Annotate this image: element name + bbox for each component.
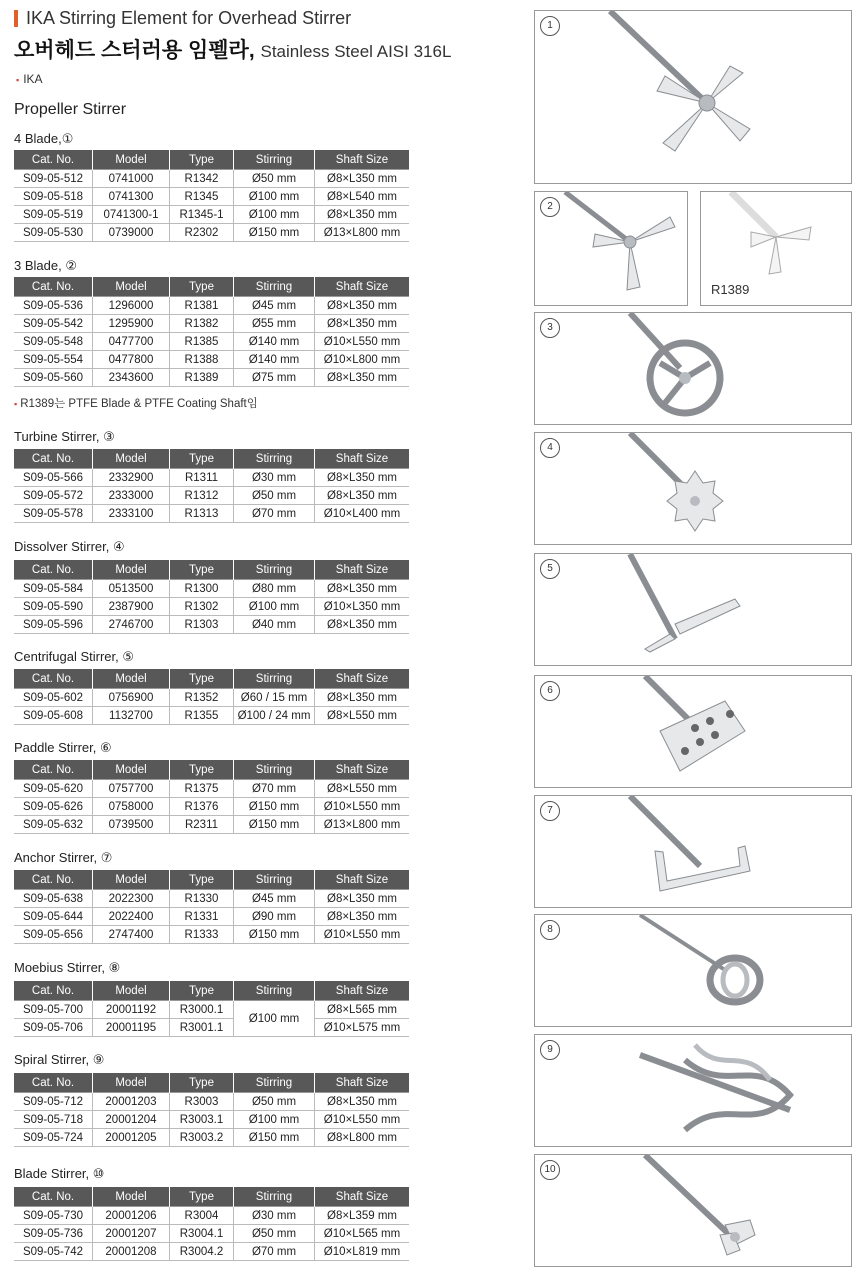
centrifugal-icon xyxy=(535,554,851,665)
photo-number-badge: 3 xyxy=(540,318,560,338)
column-header: Type xyxy=(170,150,234,170)
table-cell: S09-05-554 xyxy=(14,351,93,369)
column-header: Shaft Size xyxy=(315,277,410,297)
table-cell: R1389 xyxy=(170,369,234,387)
table-cell: Ø10×L550 mm xyxy=(315,798,410,816)
dissolver-icon xyxy=(535,433,851,544)
column-header: Model xyxy=(93,150,170,170)
table-cell: Ø100 mm xyxy=(234,1001,315,1037)
table-row xyxy=(14,469,409,487)
table-cell: S09-05-724 xyxy=(14,1129,93,1147)
page-title: IKA Stirring Element for Overhead Stirrer xyxy=(26,8,352,28)
moebius-icon xyxy=(535,915,851,1026)
table-cell: S09-05-519 xyxy=(14,206,93,224)
column-header: Type xyxy=(170,1073,234,1093)
table-row xyxy=(14,170,409,188)
table-cell: Ø10×L550 mm xyxy=(315,333,410,351)
table-cell: S09-05-742 xyxy=(14,1243,93,1261)
table-cell: 0513500 xyxy=(93,580,170,598)
table-cell: Ø100 mm xyxy=(234,1111,315,1129)
table-cell: R1388 xyxy=(170,351,234,369)
table-cell: Ø10×L800 mm xyxy=(315,351,410,369)
product-photo xyxy=(534,432,852,545)
table-cell: Ø8×L350 mm xyxy=(315,487,410,505)
table-cell: S09-05-718 xyxy=(14,1111,93,1129)
table-cell: S09-05-518 xyxy=(14,188,93,206)
table-cell: 0758000 xyxy=(93,798,170,816)
table-cell: Ø13×L800 mm xyxy=(315,224,410,242)
product-photo xyxy=(534,312,852,425)
table-cell: 20001206 xyxy=(93,1207,170,1225)
table-cell: 2746700 xyxy=(93,616,170,634)
table-cell: 20001195 xyxy=(93,1019,170,1037)
column-header: Shaft Size xyxy=(315,449,410,469)
table-cell: Ø10×L565 mm xyxy=(315,1225,410,1243)
table-cell: Ø8×L350 mm xyxy=(315,616,410,634)
table-cell: R3004 xyxy=(170,1207,234,1225)
anchor-icon xyxy=(535,796,851,907)
photo-number-badge: 8 xyxy=(540,920,560,940)
table-cell: Ø8×L359 mm xyxy=(315,1207,410,1225)
table-cell: Ø150 mm xyxy=(234,224,315,242)
column-header: Cat. No. xyxy=(14,449,93,469)
table-cell: 2387900 xyxy=(93,598,170,616)
spec-table xyxy=(14,1187,409,1261)
product-photo xyxy=(534,914,852,1027)
column-header: Stirring xyxy=(234,981,315,1001)
table-cell: Ø100 mm xyxy=(234,188,315,206)
table-cell: Ø80 mm xyxy=(234,580,315,598)
column-header: Model xyxy=(93,669,170,689)
column-header: Cat. No. xyxy=(14,277,93,297)
table-cell: 2332900 xyxy=(93,469,170,487)
column-header: Stirring xyxy=(234,150,315,170)
column-header: Stirring xyxy=(234,560,315,580)
table-row xyxy=(14,315,409,333)
column-header: Stirring xyxy=(234,449,315,469)
column-header: Shaft Size xyxy=(315,669,410,689)
table-cell: Ø70 mm xyxy=(234,780,315,798)
table-cell: 2333100 xyxy=(93,505,170,523)
spec-table xyxy=(14,150,409,242)
table-row xyxy=(14,1093,409,1111)
table-cell: S09-05-602 xyxy=(14,689,93,707)
column-header: Shaft Size xyxy=(315,981,410,1001)
table-row xyxy=(14,598,409,616)
table-row xyxy=(14,297,409,315)
korean-title: 오버헤드 스터러용 임펠라, xyxy=(14,39,255,62)
table-row xyxy=(14,1111,409,1129)
table-cell: S09-05-596 xyxy=(14,616,93,634)
table-cell: R3003 xyxy=(170,1093,234,1111)
column-header: Cat. No. xyxy=(14,760,93,780)
table-cell: R1381 xyxy=(170,297,234,315)
table-cell: 0739000 xyxy=(93,224,170,242)
table-cell: R2302 xyxy=(170,224,234,242)
table-cell: R3004.1 xyxy=(170,1225,234,1243)
table-row xyxy=(14,816,409,834)
table-cell: 1132700 xyxy=(93,707,170,725)
table-cell: 1295900 xyxy=(93,315,170,333)
column-header: Model xyxy=(93,760,170,780)
table-cell: Ø10×L819 mm xyxy=(315,1243,410,1261)
column-header: Type xyxy=(170,1187,234,1207)
table-cell: S09-05-656 xyxy=(14,926,93,944)
table-cell: Ø8×L350 mm xyxy=(315,369,410,387)
table-cell: 2343600 xyxy=(93,369,170,387)
table-row xyxy=(14,890,409,908)
column-header: Type xyxy=(170,669,234,689)
table-cell: Ø75 mm xyxy=(234,369,315,387)
table-cell: 2022300 xyxy=(93,890,170,908)
table-cell: 2022400 xyxy=(93,908,170,926)
photo-number-badge: 5 xyxy=(540,559,560,579)
product-photo xyxy=(534,795,852,908)
table-cell: Ø10×L400 mm xyxy=(315,505,410,523)
column-header: Type xyxy=(170,449,234,469)
table-cell: Ø50 mm xyxy=(234,487,315,505)
note-text: R1389는 PTFE Blade & PTFE Coating Shaft임 xyxy=(20,398,258,410)
table-row xyxy=(14,369,409,387)
column-header: Cat. No. xyxy=(14,669,93,689)
table-cell: Ø8×L350 mm xyxy=(315,297,410,315)
header-accent-bar xyxy=(14,10,18,27)
table-cell: 0757700 xyxy=(93,780,170,798)
table-cell: Ø90 mm xyxy=(234,908,315,926)
table-row xyxy=(14,333,409,351)
table-cell: S09-05-632 xyxy=(14,816,93,834)
spec-table xyxy=(14,560,409,634)
table-row xyxy=(14,487,409,505)
table-cell: S09-05-700 xyxy=(14,1001,93,1019)
photo-number-badge: 9 xyxy=(540,1040,560,1060)
table-cell: S09-05-706 xyxy=(14,1019,93,1037)
column-header: Stirring xyxy=(234,1187,315,1207)
column-header: Type xyxy=(170,277,234,297)
column-header: Model xyxy=(93,1187,170,1207)
table-cell: Ø8×L565 mm xyxy=(315,1001,410,1019)
column-header: Shaft Size xyxy=(315,150,410,170)
table-row xyxy=(14,351,409,369)
table-cell: R1345 xyxy=(170,188,234,206)
propeller-4-icon xyxy=(535,11,851,183)
table-cell: 0739500 xyxy=(93,816,170,834)
column-header: Cat. No. xyxy=(14,150,93,170)
table-cell: Ø140 mm xyxy=(234,351,315,369)
table-cell: Ø8×L350 mm xyxy=(315,580,410,598)
table-cell: S09-05-638 xyxy=(14,890,93,908)
column-header: Model xyxy=(93,870,170,890)
table-cell: Ø8×L350 mm xyxy=(315,170,410,188)
table-cell: 0756900 xyxy=(93,689,170,707)
table-row xyxy=(14,1207,409,1225)
table-title: 3 Blade, ② xyxy=(14,258,77,273)
column-header: Shaft Size xyxy=(315,1187,410,1207)
photo-label: R1389 xyxy=(711,282,750,297)
spec-table xyxy=(14,669,409,725)
photo-number-badge: 10 xyxy=(540,1160,560,1180)
column-header: Model xyxy=(93,449,170,469)
column-header: Shaft Size xyxy=(315,760,410,780)
table-row xyxy=(14,1243,409,1261)
column-header: Model xyxy=(93,560,170,580)
spec-table xyxy=(14,981,409,1037)
table-cell: R1312 xyxy=(170,487,234,505)
table-row xyxy=(14,1019,409,1037)
brand-line xyxy=(16,72,43,86)
table-cell: Ø100 / 24 mm xyxy=(234,707,315,725)
table-cell: R2311 xyxy=(170,816,234,834)
table-cell: R1311 xyxy=(170,469,234,487)
spec-table xyxy=(14,277,409,387)
paddle-icon xyxy=(535,676,851,787)
table-row xyxy=(14,926,409,944)
table-cell: S09-05-530 xyxy=(14,224,93,242)
product-photo xyxy=(534,675,852,788)
product-photo xyxy=(534,191,688,306)
table-cell: Ø150 mm xyxy=(234,816,315,834)
spec-table xyxy=(14,449,409,523)
table-row xyxy=(14,689,409,707)
table-cell: R1331 xyxy=(170,908,234,926)
product-photo xyxy=(534,1034,852,1147)
table-cell: S09-05-584 xyxy=(14,580,93,598)
table-cell: Ø10×L550 mm xyxy=(315,926,410,944)
table-row xyxy=(14,505,409,523)
table-cell: S09-05-566 xyxy=(14,469,93,487)
column-header: Shaft Size xyxy=(315,560,410,580)
table-title: Paddle Stirrer, ⑥ xyxy=(14,740,112,755)
table-cell: S09-05-730 xyxy=(14,1207,93,1225)
table-cell: R1345-1 xyxy=(170,206,234,224)
section-title: Propeller Stirrer xyxy=(14,101,127,118)
page-title-korean xyxy=(14,34,451,64)
table-cell: R1333 xyxy=(170,926,234,944)
table-cell: R1300 xyxy=(170,580,234,598)
table-row xyxy=(14,1225,409,1243)
table-title: Blade Stirrer, ⑩ xyxy=(14,1166,105,1181)
table-cell: Ø8×L350 mm xyxy=(315,469,410,487)
table-cell: 2747400 xyxy=(93,926,170,944)
table-cell: Ø30 mm xyxy=(234,469,315,487)
table-cell: S09-05-542 xyxy=(14,315,93,333)
table-cell: Ø13×L800 mm xyxy=(315,816,410,834)
table-cell: R3004.2 xyxy=(170,1243,234,1261)
material-subtitle: Stainless Steel AISI 316L xyxy=(260,42,452,61)
table-row xyxy=(14,188,409,206)
table-cell: Ø8×L350 mm xyxy=(315,1093,410,1111)
table-cell: R1330 xyxy=(170,890,234,908)
column-header: Type xyxy=(170,560,234,580)
table-cell: S09-05-644 xyxy=(14,908,93,926)
table-row xyxy=(14,580,409,598)
table-cell: S09-05-626 xyxy=(14,798,93,816)
table-cell: 20001192 xyxy=(93,1001,170,1019)
table-cell: Ø140 mm xyxy=(234,333,315,351)
brand-name: IKA xyxy=(23,72,43,86)
table-cell: Ø100 mm xyxy=(234,206,315,224)
spec-table xyxy=(14,1073,409,1147)
table-row xyxy=(14,1129,409,1147)
table-row xyxy=(14,616,409,634)
table-cell: R1375 xyxy=(170,780,234,798)
table-cell: S09-05-560 xyxy=(14,369,93,387)
bullet-icon: ▪ xyxy=(14,399,18,409)
table-row xyxy=(14,1001,409,1019)
table-cell: Ø50 mm xyxy=(234,170,315,188)
photo-number-badge: 4 xyxy=(540,438,560,458)
table-note xyxy=(14,395,258,411)
spec-table xyxy=(14,760,409,834)
table-title: Turbine Stirrer, ③ xyxy=(14,429,115,444)
table-cell: Ø70 mm xyxy=(234,505,315,523)
table-cell: Ø10×L350 mm xyxy=(315,598,410,616)
table-cell: Ø8×L350 mm xyxy=(315,206,410,224)
table-cell: Ø8×L350 mm xyxy=(315,315,410,333)
table-cell: 20001204 xyxy=(93,1111,170,1129)
table-cell: R1376 xyxy=(170,798,234,816)
table-cell: R1313 xyxy=(170,505,234,523)
table-cell: Ø40 mm xyxy=(234,616,315,634)
column-header: Type xyxy=(170,870,234,890)
turbine-icon xyxy=(535,313,851,424)
table-cell: Ø50 mm xyxy=(234,1225,315,1243)
table-cell: S09-05-620 xyxy=(14,780,93,798)
table-cell: 20001207 xyxy=(93,1225,170,1243)
column-header: Stirring xyxy=(234,870,315,890)
table-cell: 2333000 xyxy=(93,487,170,505)
table-row xyxy=(14,908,409,926)
table-cell: R3001.1 xyxy=(170,1019,234,1037)
table-cell: S09-05-578 xyxy=(14,505,93,523)
table-cell: S09-05-736 xyxy=(14,1225,93,1243)
table-cell: R3000.1 xyxy=(170,1001,234,1019)
spiral-icon xyxy=(535,1035,851,1146)
table-cell: 0477800 xyxy=(93,351,170,369)
table-cell: R1355 xyxy=(170,707,234,725)
column-header: Stirring xyxy=(234,669,315,689)
table-cell: 0741300 xyxy=(93,188,170,206)
table-cell: S09-05-536 xyxy=(14,297,93,315)
table-cell: 0741000 xyxy=(93,170,170,188)
table-title: 4 Blade,① xyxy=(14,131,74,146)
table-cell: R1303 xyxy=(170,616,234,634)
table-cell: S09-05-512 xyxy=(14,170,93,188)
table-row xyxy=(14,780,409,798)
table-title: Dissolver Stirrer, ④ xyxy=(14,539,125,554)
column-header: Cat. No. xyxy=(14,560,93,580)
table-cell: Ø100 mm xyxy=(234,598,315,616)
table-cell: Ø50 mm xyxy=(234,1093,315,1111)
product-photo xyxy=(534,10,852,184)
table-title: Moebius Stirrer, ⑧ xyxy=(14,960,121,975)
product-photo xyxy=(700,191,852,306)
spec-table xyxy=(14,870,409,944)
table-cell: Ø150 mm xyxy=(234,798,315,816)
table-cell: 0477700 xyxy=(93,333,170,351)
column-header: Stirring xyxy=(234,1073,315,1093)
table-cell: Ø8×L350 mm xyxy=(315,689,410,707)
table-cell: Ø60 / 15 mm xyxy=(234,689,315,707)
table-cell: S09-05-590 xyxy=(14,598,93,616)
table-row xyxy=(14,206,409,224)
column-header: Shaft Size xyxy=(315,1073,410,1093)
column-header: Type xyxy=(170,760,234,780)
table-cell: Ø8×L540 mm xyxy=(315,188,410,206)
table-row xyxy=(14,798,409,816)
table-cell: S09-05-712 xyxy=(14,1093,93,1111)
column-header: Shaft Size xyxy=(315,870,410,890)
table-row xyxy=(14,224,409,242)
table-cell: Ø150 mm xyxy=(234,926,315,944)
table-cell: 1296000 xyxy=(93,297,170,315)
table-cell: Ø45 mm xyxy=(234,890,315,908)
table-cell: Ø8×L350 mm xyxy=(315,890,410,908)
table-cell: S09-05-572 xyxy=(14,487,93,505)
table-cell: Ø70 mm xyxy=(234,1243,315,1261)
table-cell: R3003.1 xyxy=(170,1111,234,1129)
table-cell: Ø55 mm xyxy=(234,315,315,333)
photo-number-badge: 6 xyxy=(540,681,560,701)
table-cell: R1385 xyxy=(170,333,234,351)
table-row xyxy=(14,707,409,725)
table-cell: S09-05-608 xyxy=(14,707,93,725)
table-cell: Ø10×L550 mm xyxy=(315,1111,410,1129)
table-cell: Ø8×L550 mm xyxy=(315,707,410,725)
table-cell: Ø8×L350 mm xyxy=(315,908,410,926)
column-header: Stirring xyxy=(234,760,315,780)
table-cell: R1352 xyxy=(170,689,234,707)
table-cell: 20001203 xyxy=(93,1093,170,1111)
table-cell: Ø30 mm xyxy=(234,1207,315,1225)
column-header: Model xyxy=(93,1073,170,1093)
table-cell: Ø8×L550 mm xyxy=(315,780,410,798)
column-header: Cat. No. xyxy=(14,870,93,890)
table-cell: S09-05-548 xyxy=(14,333,93,351)
table-cell: R1382 xyxy=(170,315,234,333)
blade-icon xyxy=(535,1155,851,1266)
table-cell: 20001205 xyxy=(93,1129,170,1147)
table-cell: R1342 xyxy=(170,170,234,188)
column-header: Cat. No. xyxy=(14,1073,93,1093)
table-cell: R1302 xyxy=(170,598,234,616)
bullet-icon: ▪ xyxy=(16,75,20,85)
product-photo xyxy=(534,553,852,666)
table-title: Anchor Stirrer, ⑦ xyxy=(14,850,113,865)
table-cell: 0741300-1 xyxy=(93,206,170,224)
column-header: Stirring xyxy=(234,277,315,297)
column-header: Cat. No. xyxy=(14,981,93,1001)
photo-number-badge: 7 xyxy=(540,801,560,821)
table-cell: Ø8×L800 mm xyxy=(315,1129,410,1147)
column-header: Cat. No. xyxy=(14,1187,93,1207)
table-cell: Ø10×L575 mm xyxy=(315,1019,410,1037)
table-cell: R3003.2 xyxy=(170,1129,234,1147)
table-cell: Ø45 mm xyxy=(234,297,315,315)
product-photo xyxy=(534,1154,852,1267)
photo-number-badge: 2 xyxy=(540,197,560,217)
table-cell: Ø150 mm xyxy=(234,1129,315,1147)
column-header: Model xyxy=(93,981,170,1001)
column-header: Model xyxy=(93,277,170,297)
table-cell: 20001208 xyxy=(93,1243,170,1261)
table-title: Centrifugal Stirrer, ⑤ xyxy=(14,649,135,664)
column-header: Type xyxy=(170,981,234,1001)
table-title: Spiral Stirrer, ⑨ xyxy=(14,1052,105,1067)
photo-number-badge: 1 xyxy=(540,16,560,36)
